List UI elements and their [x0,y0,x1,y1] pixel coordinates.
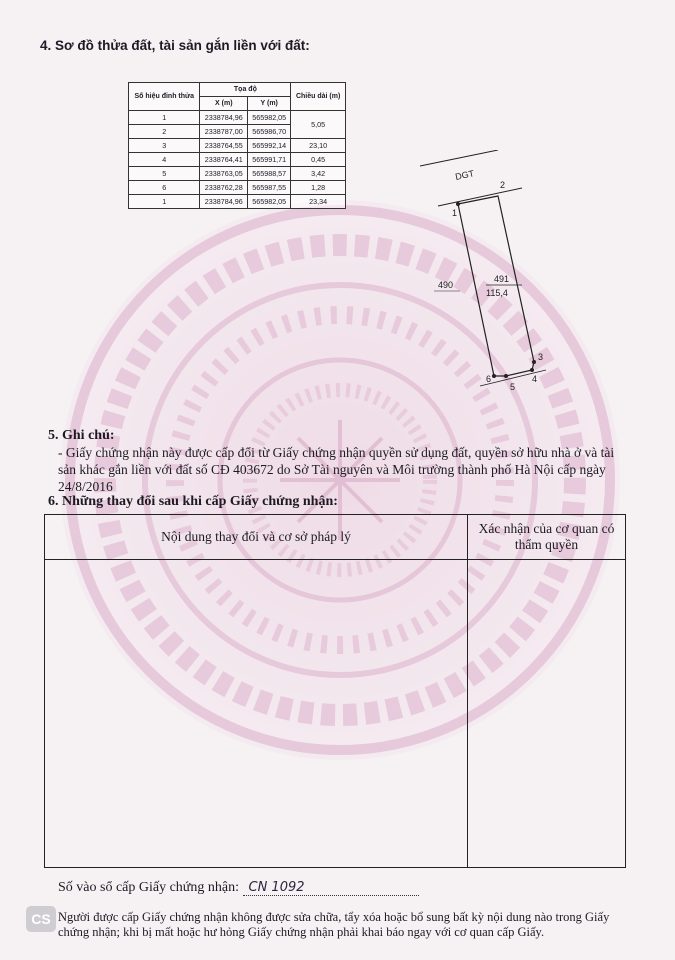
segment-length: 23,10 [291,139,346,153]
point-label: 4 [532,374,538,384]
point-label: 2 [500,180,506,190]
changes-table [44,514,626,868]
table-row: 1 2338784,96 565982,05 23,34 [129,195,346,209]
table-row: 3 2338764,55 565992,14 23,10 [129,139,346,153]
registry-line [58,880,419,896]
table-row: 2 2338787,00 565986,70 [129,125,346,139]
section-5-title: 5. Ghi chú: [48,428,115,443]
point-label: 3 [538,352,544,362]
footer-warning: Người được cấp Giấy chứng nhận không được sửa chữa, tẩy xóa hoặc bổ sung bất kỳ nội dung nào trong Giấy chứng nhận; khi bị mất hoặc hư hỏng Giấy chứng nhận phải khai báo ngay với cơ quan cấp Giấy. [58,910,610,939]
road-boundary-line [420,150,498,166]
segment-length: 1,28 [291,181,346,195]
section-4-title: 4. Sơ đồ thửa đất, tài sản gắn liền với đất: [40,38,310,53]
point-label: 6 [486,374,492,384]
segment-length: 23,34 [291,195,346,209]
table-row: 4 2338764,41 565991,71 0,45 [129,153,346,167]
col-x-header: X (m) [200,97,248,111]
neighbor-parcel-label: 490 [438,280,454,290]
coordinate-table [128,82,346,209]
segment-length: 0,45 [291,153,346,167]
camscanner-watermark: CS [26,906,56,932]
section-6-title: 6. Những thay đổi sau khi cấp Giấy chứng nhận: [48,494,338,509]
road-label: DGT [454,168,476,182]
col-y-header: Y (m) [248,97,291,111]
col-coords-header: Tọa độ [200,83,291,97]
road-boundary-line [438,188,522,206]
segment-length: 5,05 [291,111,346,139]
changes-content-cell [45,560,468,868]
note-text: - Giấy chứng nhận này được cấp đổi từ Giấy chứng nhận quyền sử dụng đất, quyền sở hữu nhà ở và tài sản khác gắn liền với đất số CĐ 403672 do Sở Tài nguyên và Môi trường thành phố Hà Nội cấp ngày 24/8/2016 [58,445,615,494]
changes-confirmation-header: Xác nhận của cơ quan có thẩm quyền [468,515,626,560]
parcel-outline [458,196,534,376]
changes-confirmation-cell [468,560,626,868]
parcel-number: 491 [494,274,510,284]
parcel-area: 115,4 [486,288,508,298]
segment-length: 3,42 [291,167,346,181]
col-point-header: Số hiệu đỉnh thửa [129,83,200,111]
table-row: 6 2338762,28 565987,55 1,28 [129,181,346,195]
table-row: 1 2338784,96 565982,05 5,05 [129,111,346,125]
col-length-header: Chiều dài (m) [291,83,346,111]
table-row: 5 2338763,05 565988,57 3,42 [129,167,346,181]
point-label: 5 [510,382,516,392]
point-label: 1 [452,208,458,218]
land-plot-diagram [410,150,560,400]
registry-number: CN 1092 [243,880,419,896]
registry-label: Số vào sổ cấp Giấy chứng nhận: [58,880,239,895]
changes-content-header: Nội dung thay đổi và cơ sở pháp lý [45,515,468,560]
